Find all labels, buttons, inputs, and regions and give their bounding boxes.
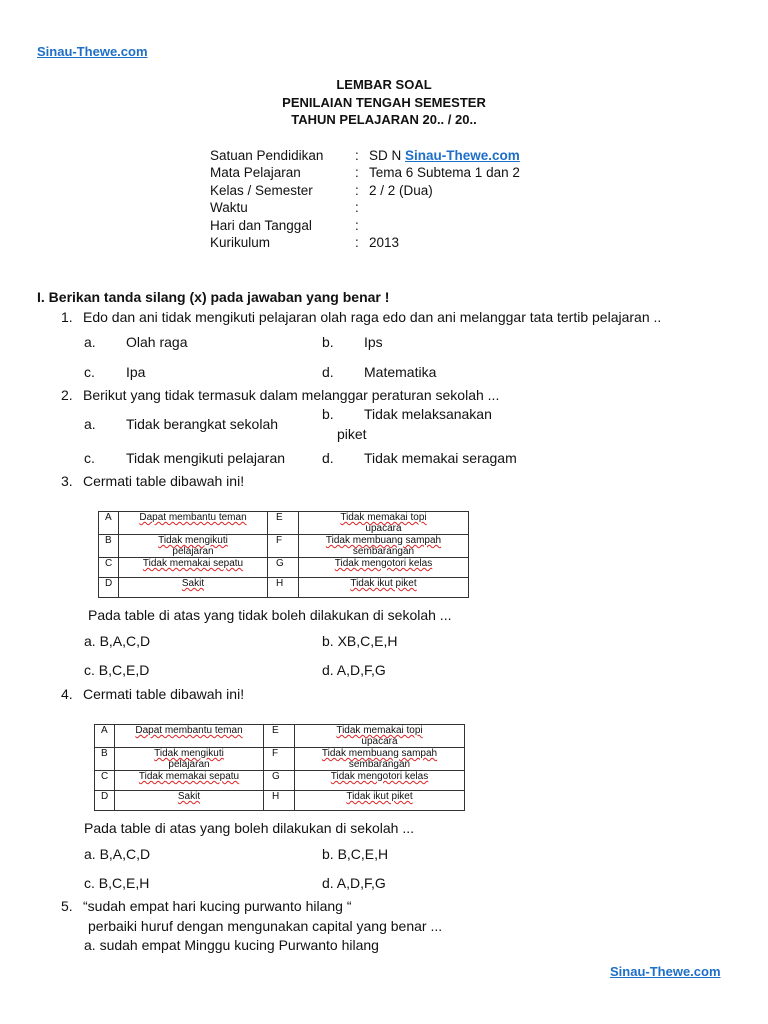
doc-subtitle: PENILAIAN TENGAH SEMESTER bbox=[282, 95, 486, 110]
option-c[interactable]: c. B,C,E,H bbox=[84, 875, 150, 891]
info-label: Hari dan Tanggal bbox=[210, 218, 312, 233]
table-cell: Tidak mengotori kelas bbox=[299, 558, 469, 578]
question-prompt: Pada table di atas yang tidak boleh dilakukan di sekolah ... bbox=[88, 607, 452, 623]
table-key: B bbox=[99, 535, 119, 558]
option-letter: c. bbox=[84, 450, 95, 466]
option-letter: d. bbox=[322, 364, 334, 380]
info-value: 2 / 2 (Dua) bbox=[369, 183, 433, 198]
table-key: E bbox=[268, 512, 299, 535]
table-cell: Tidak ikut piket bbox=[295, 791, 465, 811]
option-a[interactable]: a. B,A,C,D bbox=[84, 846, 151, 862]
table-cell: Dapat membantu teman bbox=[115, 725, 264, 748]
table-row bbox=[95, 791, 465, 811]
info-sep: : bbox=[355, 183, 359, 198]
doc-title: LEMBAR SOAL bbox=[336, 77, 432, 92]
info-sep: : bbox=[355, 235, 359, 250]
table-cell: Dapat membantu teman bbox=[119, 512, 268, 535]
option-letter: a. bbox=[84, 334, 96, 350]
option-letter: b. bbox=[322, 334, 334, 350]
header-site-link[interactable]: Sinau-Thewe.com bbox=[37, 44, 148, 59]
table-key: E bbox=[264, 725, 295, 748]
table-row bbox=[95, 771, 465, 791]
table-cell: Tidak mengotori kelas bbox=[295, 771, 465, 791]
option-b[interactable]: Tidak melaksanakan bbox=[364, 406, 492, 422]
question-number: 5. bbox=[61, 898, 73, 914]
table-row bbox=[99, 578, 469, 598]
option-b[interactable]: b. B,C,E,H bbox=[322, 846, 389, 862]
doc-year: TAHUN PELAJARAN 20.. / 20.. bbox=[291, 112, 477, 127]
table-cell: Tidak memakai topi upacara bbox=[299, 512, 469, 535]
table-key: H bbox=[264, 791, 295, 811]
table-key: B bbox=[95, 748, 115, 771]
table-cell: Tidak ikut piket bbox=[299, 578, 469, 598]
table-cell: Tidak mengikuti pelajaran bbox=[115, 748, 264, 771]
option-a[interactable]: Olah raga bbox=[126, 334, 188, 350]
option-c[interactable]: c. B,C,E,D bbox=[84, 662, 150, 678]
table-cell: Tidak membuang sampah sembarangan bbox=[295, 748, 465, 771]
section-heading: I. Berikan tanda silang (x) pada jawaban yang benar ! bbox=[37, 289, 390, 305]
info-label: Kurikulum bbox=[210, 235, 271, 250]
option-d[interactable]: d. A,D,F,G bbox=[322, 875, 386, 891]
option-a[interactable]: a. sudah empat Minggu kucing Purwanto hilang bbox=[84, 937, 379, 953]
table-cell: Tidak membuang sampah sembarangan bbox=[299, 535, 469, 558]
table-key: F bbox=[268, 535, 299, 558]
table-cell: Sakit bbox=[119, 578, 268, 598]
rules-table-q3 bbox=[98, 511, 469, 598]
info-label: Satuan Pendidikan bbox=[210, 148, 324, 163]
option-letter: b. bbox=[322, 406, 334, 422]
info-sep: : bbox=[355, 218, 359, 233]
question-text: Cermati table dibawah ini! bbox=[83, 686, 245, 702]
footer-site-link[interactable]: Sinau-Thewe.com bbox=[610, 964, 721, 979]
info-sep: : bbox=[355, 200, 359, 215]
table-cell: Tidak memakai sepatu bbox=[115, 771, 264, 791]
table-key: C bbox=[99, 558, 119, 578]
table-cell: Tidak memakai sepatu bbox=[119, 558, 268, 578]
info-site-link[interactable]: Sinau-Thewe.com bbox=[405, 148, 520, 163]
info-value bbox=[369, 148, 520, 163]
option-d[interactable]: Matematika bbox=[364, 364, 437, 380]
option-b-continued: piket bbox=[337, 426, 367, 442]
rules-table-q4 bbox=[94, 724, 465, 811]
question-number: 1. bbox=[61, 309, 73, 325]
question-instruction: perbaiki huruf dengan mengunakan capital yang benar ... bbox=[88, 918, 443, 934]
info-value-text: SD N bbox=[369, 148, 406, 163]
option-letter: d. bbox=[322, 450, 334, 466]
info-label: Kelas / Semester bbox=[210, 183, 313, 198]
table-cell: Sakit bbox=[115, 791, 264, 811]
option-d[interactable]: Tidak memakai seragam bbox=[364, 450, 517, 466]
table-key: F bbox=[264, 748, 295, 771]
question-text: Edo dan ani tidak mengikuti pelajaran olah raga edo dan ani melanggar tata tertib pelajaran .. bbox=[83, 309, 662, 325]
question-prompt: Pada table di atas yang boleh dilakukan di sekolah ... bbox=[84, 820, 415, 836]
table-key: D bbox=[95, 791, 115, 811]
option-a[interactable]: Tidak berangkat sekolah bbox=[126, 416, 279, 432]
table-row bbox=[95, 725, 465, 748]
question-text: Berikut yang tidak termasuk dalam melanggar peraturan sekolah ... bbox=[83, 387, 500, 403]
option-d[interactable]: d. A,D,F,G bbox=[322, 662, 386, 678]
table-key: A bbox=[99, 512, 119, 535]
info-label: Mata Pelajaran bbox=[210, 165, 301, 180]
info-label: Waktu bbox=[210, 200, 248, 215]
question-number: 3. bbox=[61, 473, 73, 489]
table-key: C bbox=[95, 771, 115, 791]
option-letter: c. bbox=[84, 364, 95, 380]
question-text: Cermati table dibawah ini! bbox=[83, 473, 245, 489]
info-sep: : bbox=[355, 148, 359, 163]
table-key: A bbox=[95, 725, 115, 748]
table-key: G bbox=[264, 771, 295, 791]
table-key: H bbox=[268, 578, 299, 598]
option-b[interactable]: b. XB,C,E,H bbox=[322, 633, 398, 649]
question-number: 2. bbox=[61, 387, 73, 403]
table-row bbox=[95, 748, 465, 771]
table-cell: Tidak mengikuti pelajaran bbox=[119, 535, 268, 558]
table-row bbox=[99, 558, 469, 578]
table-key: G bbox=[268, 558, 299, 578]
question-text: “sudah empat hari kucing purwanto hilang “ bbox=[83, 898, 352, 914]
option-c[interactable]: Tidak mengikuti pelajaran bbox=[126, 450, 286, 466]
table-cell: Tidak memakai topi upacara bbox=[295, 725, 465, 748]
option-a[interactable]: a. B,A,C,D bbox=[84, 633, 151, 649]
info-sep: : bbox=[355, 165, 359, 180]
table-row bbox=[99, 512, 469, 535]
info-value: Tema 6 Subtema 1 dan 2 bbox=[369, 165, 520, 180]
option-c[interactable]: Ipa bbox=[126, 364, 146, 380]
info-value: 2013 bbox=[369, 235, 400, 250]
table-key: D bbox=[99, 578, 119, 598]
question-number: 4. bbox=[61, 686, 73, 702]
option-b[interactable]: Ips bbox=[364, 334, 383, 350]
option-letter: a. bbox=[84, 416, 96, 432]
table-row bbox=[99, 535, 469, 558]
